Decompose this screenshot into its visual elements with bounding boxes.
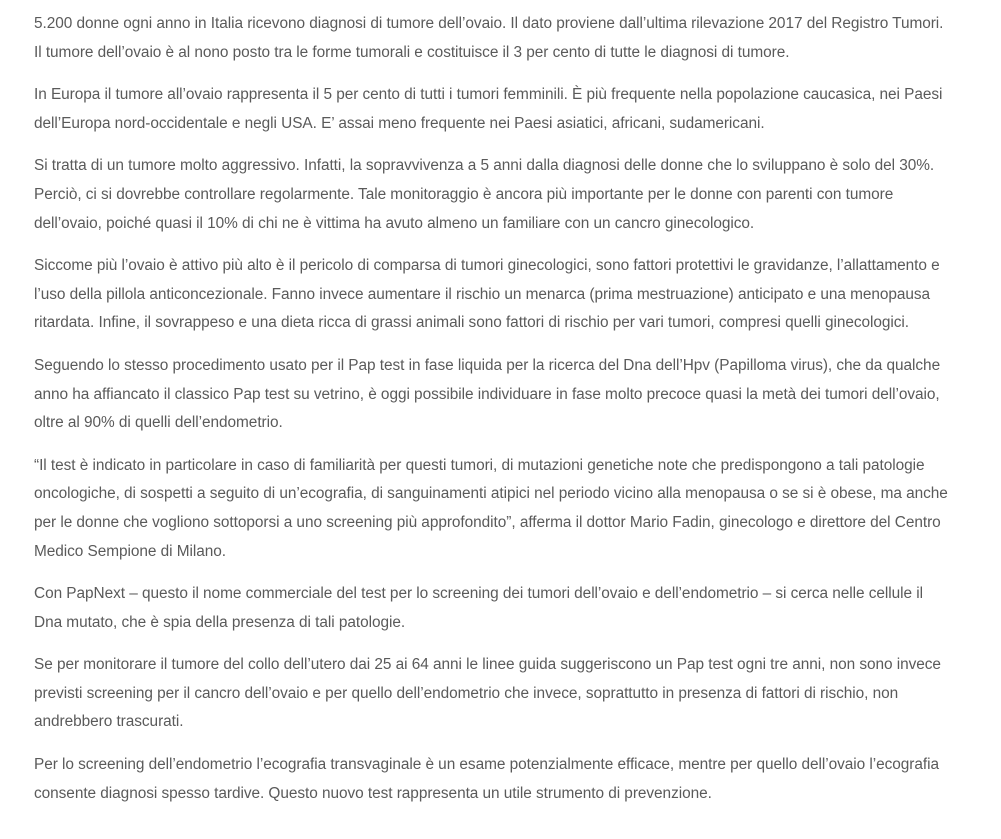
article-paragraph-6-quote: “Il test è indicato in particolare in caso di familiarità per questi tumori, di mutazioni genetiche note che predispongono a tali patologie oncologiche, di sospetti a seguito di un’ecografia, di sanguinamenti atipici nel periodo vicino alla menopausa o se si è obese, ma anche per le donne che vogliono sottoporsi a uno screening più approfondito”, afferma il dottor Mario Fadin, ginecologo e direttore del Centro Medico Sempione di Milano. <box>34 456 948 560</box>
article-paragraph-1: 5.200 donne ogni anno in Italia ricevono diagnosi di tumore dell’ovaio. Il dato proviene dall’ultima rilevazione 2017 del Registro Tumori. Il tumore dell’ovaio è al nono posto tra le forme tumorali e costituisce il 3 per cento di tutte le diagnosi di tumore. <box>34 15 944 61</box>
article-paragraph-2: In Europa il tumore all’ovaio rappresenta il 5 per cento di tutti i tumori femminili. È più frequente nella popolazione caucasica, nei Paesi dell’Europa nord-occidentale e negli USA. E’ assai meno frequente nei Paesi asiatici, africani, sudamericani. <box>34 86 943 132</box>
article-paragraph-4: Siccome più l’ovaio è attivo più alto è il pericolo di comparsa di tumori ginecologici, sono fattori protettivi le gravidanze, l’allattamento e l’uso della pillola anticoncezionale. Fanno invece aumentare il rischio un menarca (prima mestruazione) anticipato e una menopausa ritardata. Infine, il sovrappeso e una dieta ricca di grassi animali sono fattori di rischio per vari tumori, compresi quelli ginecologici. <box>34 257 940 332</box>
article-paragraph-7: Con PapNext – questo il nome commerciale del test per lo screening dei tumori dell’ovaio e dell’endometrio – si cerca nelle cellule il Dna mutato, che è spia della presenza di tali patologie. <box>34 585 923 631</box>
article-paragraph-5: Seguendo lo stesso procedimento usato per il Pap test in fase liquida per la ricerca del Dna dell’Hpv (Papilloma virus), che da qualche anno ha affiancato il classico Pap test su vetrino, è oggi possibile individuare in fase molto precoce quasi la metà dei tumori dell’ovaio, oltre al 90% di quelli dell’endometrio. <box>34 356 941 432</box>
article-paragraph-3: Si tratta di un tumore molto aggressivo. Infatti, la sopravvivenza a 5 anni dalla diagnosi delle donne che lo sviluppano è solo del 30%. Perciò, ci si dovrebbe controllare regolarmente. Tale monitoraggio è ancora più importante per le donne con parenti con tumore dell’ovaio, poiché quasi il 10% di chi ne è vittima ha avuto almeno un familiare con un cancro ginecologico. <box>34 157 935 232</box>
article-paragraph-8: Se per monitorare il tumore del collo dell’utero dai 25 ai 64 anni le linee guida suggeriscono un Pap test ogni tre anni, non sono invece previsti screening per il cancro dell’ovaio e per quello dell’endometrio che invece, soprattutto in presenza di fattori di rischio, non andrebbero trascurati. <box>34 656 941 731</box>
article-paragraph-9: Per lo screening dell’endometrio l’ecografia transvaginale è un esame potenzialmente efficace, mentre per quello dell’ovaio l’ecografia consente diagnosi spesso tardive. Questo nuovo test rappresenta un utile strumento di prevenzione. <box>34 756 939 802</box>
